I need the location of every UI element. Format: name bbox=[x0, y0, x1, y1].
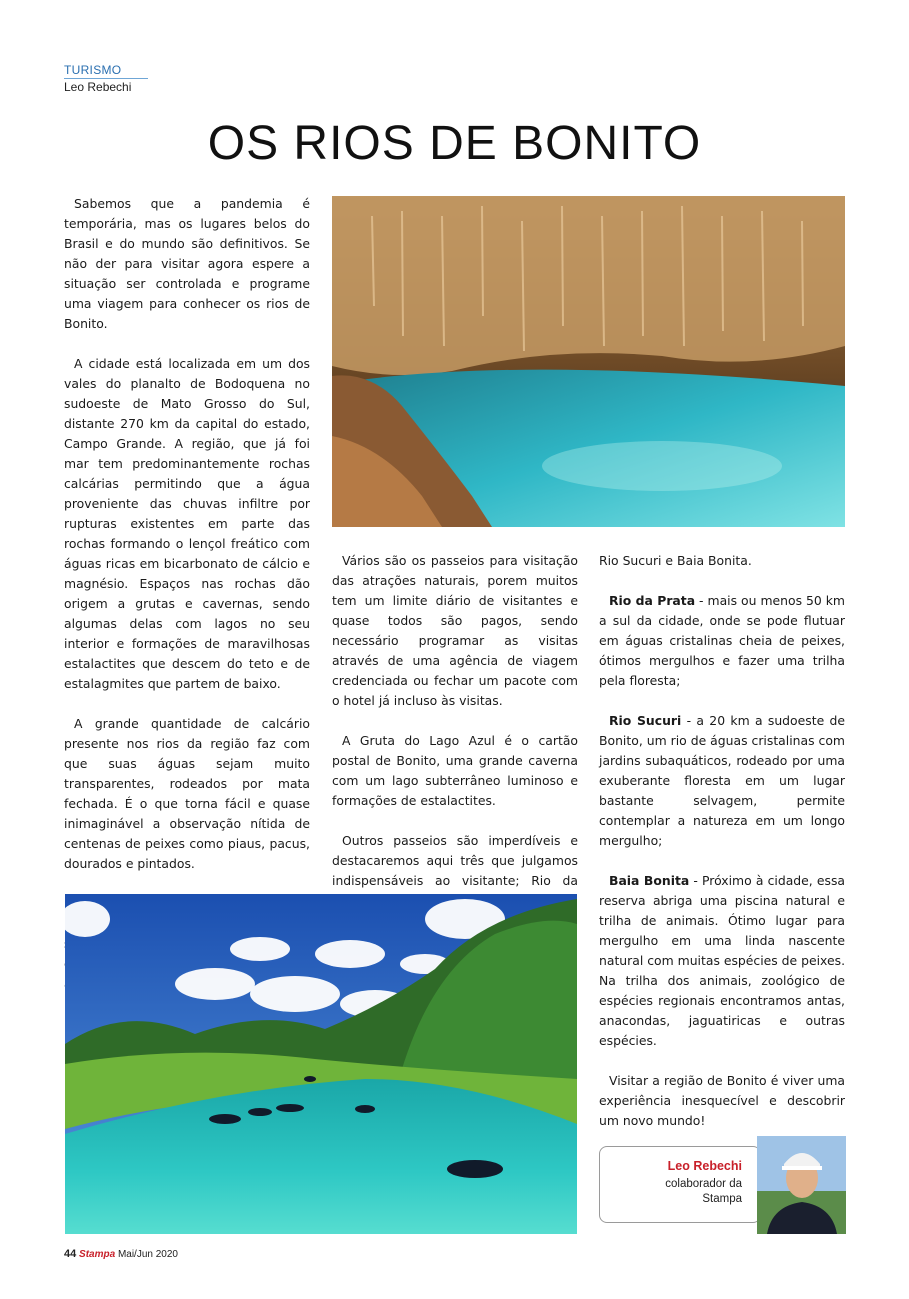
place-description: - Próximo à cidade, essa reserva abriga uma piscina natural e trilha de animais. Ótimo lugar para mergulho em uma linda nascente natural com muitas espécies de peixes. Na trilha dos animais, zoológico de espécies regionais encontramos antas, anacondas, jaguatiricas e outras espécies. bbox=[599, 873, 846, 1048]
article-title: OS RIOS DE BONITO bbox=[207, 117, 702, 170]
place-name: Rio da Prata bbox=[609, 593, 696, 608]
issue-date: Mai/Jun 2020 bbox=[117, 1249, 178, 1260]
author-name: Leo Rebechi bbox=[667, 1159, 742, 1173]
page-footer bbox=[64, 1248, 178, 1260]
paragraph: Rio Sucuri e Baia Bonita. bbox=[599, 553, 752, 568]
byline: Leo Rebechi bbox=[64, 80, 132, 94]
place-name: Baia Bonita bbox=[609, 873, 690, 888]
author-info-box bbox=[599, 1146, 761, 1223]
paragraph: A cidade está localizada em um dos vales do planalto de Bodoquena no sudoeste de Mato Grosso do Sul, distante 270 km da capital do estado, Campo Grande. A região, que já foi mar tem predominantemente rochas calcárias permitindo que a água proveniente das chuvas infiltre por rupturas existentes em parte das rochas formando o lençol freático com águas ricas em bicarbonato de cálcio e magnésio. Espaços nas rochas dão origem a grutas e cavernas, sendo algumas delas com lagos no seu interior e formações de maravilhosas estalactites que descem do teto e de estalagmites que partem de baixo. bbox=[64, 356, 310, 691]
magazine-name: Stampa bbox=[79, 1249, 116, 1260]
paragraph-rio-da-prata bbox=[599, 591, 845, 691]
paragraph: Sabemos que a pandemia é temporária, mas os lugares belos do Brasil e do mundo são definitivos. Se não der para visitar agora espere a situação ser controlada e programe uma viagem para conhecer os rios de Bonito. bbox=[64, 196, 310, 331]
article-column-3 bbox=[599, 551, 845, 1151]
paragraph: A grande quantidade de calcário presente nos rios da região faz com que suas águas sejam muito transparentes, rodeados por mata fechada. É o que torna fácil e quase inimaginável a observação nítida de centenas de peixes como piaus, pacus, dourados e pintados. bbox=[64, 716, 310, 871]
page-number: 44 bbox=[64, 1248, 77, 1260]
paragraph: A Gruta do Lago Azul é o cartão postal de Bonito, uma grande caverna com um lago subterrâneo luminoso e formações de estalactites. bbox=[332, 733, 578, 808]
paragraph: Outros passeios são imperdíveis e destacaremos aqui três que julgamos indispensáveis ao visitante; Rio da bbox=[332, 833, 578, 888]
place-name: Rio Sucuri bbox=[609, 713, 682, 728]
place-description: - mais ou menos 50 km a sul da cidade, onde se pode flutuar em águas cristalinas cheia de peixes, ótimos mergulhos e fazer uma trilha pela floresta; bbox=[599, 593, 845, 688]
cave-lake-photo bbox=[332, 196, 845, 527]
paragraph: Vários são os passeios para visitação das atrações naturais, porem muitos tem um limite diário de visitantes e quase todos são pagos, sendo necessário programar as visitas através de uma agência de viagem credenciada ou fechar um pacote com o hotel já incluso às visitas. bbox=[332, 553, 578, 708]
paragraph-baia-bonita bbox=[599, 871, 845, 1051]
author-portrait bbox=[757, 1136, 846, 1234]
paragraph-closing: Visitar a região de Bonito é viver uma experiência inesquecível e descobrir um novo mundo! bbox=[599, 1073, 845, 1128]
author-role: colaborador da Stampa bbox=[665, 1178, 742, 1205]
article-column-2 bbox=[332, 551, 578, 931]
river-snorkel-photo bbox=[65, 894, 577, 1234]
section-tag: TURISMO bbox=[64, 63, 148, 79]
place-description: - a 20 km a sudoeste de Bonito, um rio de águas cristalinas com jardins subaquáticos, rodeado por uma exuberante floresta em um lugar bastante selvagem, permite contemplar a natureza em um longo mergulho; bbox=[599, 713, 846, 848]
paragraph-rio-sucuri bbox=[599, 711, 845, 851]
